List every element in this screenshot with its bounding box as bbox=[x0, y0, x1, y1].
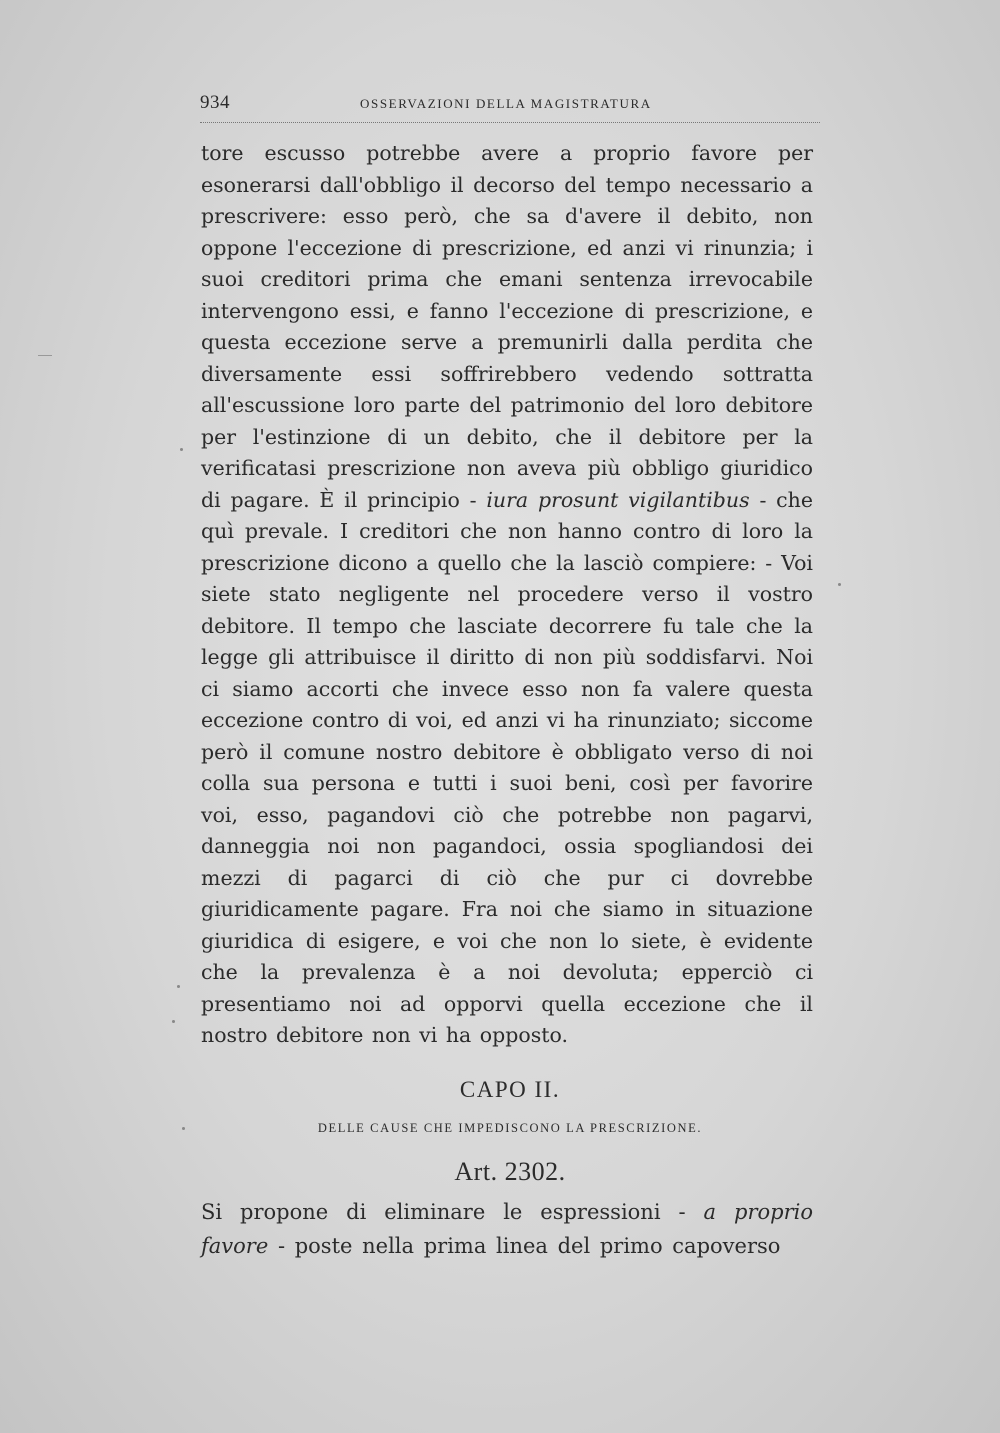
chapter-subtitle: DELLE CAUSE CHE IMPEDISCONO LA PRESCRIZIONE. bbox=[317, 1121, 703, 1135]
body-text-rest: - che quì prevale. I creditori che non hanno contro di loro la prescrizione dicono a quello che la lasciò compiere: - Voi siete stato negligente nel procedere verso il vostro debitore. Il tempo che lasciate decorrere fu tale che la legge gli attribuisce il diritto di non più soddisfarvi. Noi ci siamo accorti che invece esso non fa valere questa eccezione contro di voi, ed anzi vi ha rinunziato; siccome però il comune nostro debitore è obbligato verso di noi colla sua persona e tutti i suoi beni, così per favorire voi, esso, pagandovi ciò che potrebbe non pagarvi, danneggia noi non pagandoci, ossia spogliandosi dei mezzi di pagarci di ciò che pur ci dovrebbe giuridicamente pagare. Fra noi che siamo in situazione giuridica di esigere, e voi che non lo siete, è evidente che la prevalenza è a noi devoluta; epperciò ci presentiamo noi ad opporvi quella eccezione che il nostro debitore non vi ha opposto. bbox=[201, 487, 813, 1047]
paper-speck bbox=[182, 1127, 185, 1130]
chapter-title: CAPO II. bbox=[459, 1077, 561, 1102]
article-quoted-phrase: a proprio favore bbox=[201, 1200, 813, 1258]
paper-speck bbox=[838, 583, 841, 586]
article-text-before: Si propone di eliminare le espressioni - bbox=[201, 1200, 686, 1224]
paper-speck bbox=[172, 1020, 175, 1023]
running-head: OSSERVAZIONI DELLA MAGISTRATURA bbox=[360, 96, 652, 111]
page-number: 934 bbox=[200, 92, 230, 113]
margin-mark bbox=[38, 355, 52, 356]
latin-maxim: iura prosunt vigilantibus bbox=[486, 487, 750, 512]
article-title: Art. 2302. bbox=[454, 1157, 566, 1186]
body-paragraph bbox=[201, 138, 813, 1052]
article-paragraph bbox=[201, 1195, 813, 1263]
paper-speck bbox=[177, 985, 180, 988]
page-header bbox=[200, 92, 820, 123]
paper-speck bbox=[180, 448, 183, 451]
article-text-after: - poste nella prima linea del primo capoverso bbox=[277, 1234, 781, 1258]
body-text-intro: tore escusso potrebbe avere a proprio favore per esonerarsi dall'obbligo il decorso del tempo necessario a prescrivere: esso però, che sa d'avere il debito, non oppone l'eccezione di prescrizione, ed anzi vi rinunzia; i suoi creditori prima che emani sentenza irrevocabile intervengono essi, e fanno l'eccezione di prescrizione, e questa eccezione serve a premunirli dalla perdita che diversamente essi soffrirebbero vedendo sottratta all'escussione loro parte del patrimonio del loro debitore per l'estinzione di un debito, che il debitore per la verificatasi prescrizione non aveva più obbligo giuridico di pagare. È il principio - bbox=[201, 141, 813, 512]
